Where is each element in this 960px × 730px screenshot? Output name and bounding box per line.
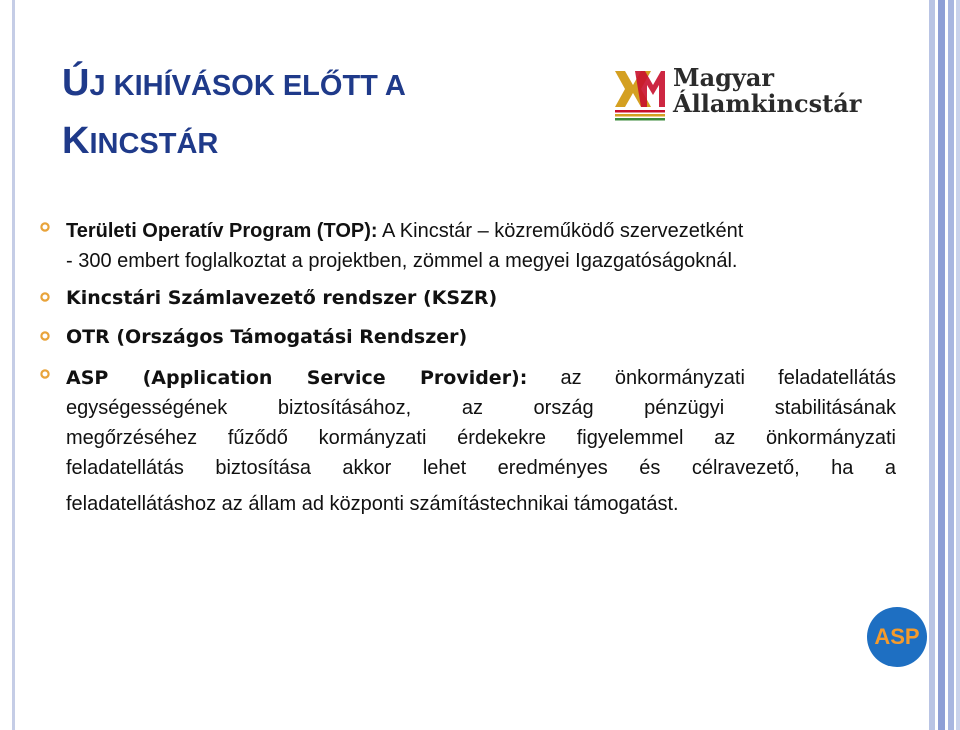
title-line-1: ÚJ KIHÍVÁSOK ELŐTT A (62, 62, 406, 104)
asp-badge-icon: ASP (867, 607, 927, 667)
title-line-2: KINCSTÁR (62, 120, 219, 162)
list-item-kszr: Kincstári Számlavezető rendszer (KSZR) (40, 286, 896, 310)
list-item-otr: OTR (Országos Támogatási Rendszer) (40, 325, 896, 349)
asp-line-4: feladatellátás biztosítása akkor lehet eredményes és célravezető, ha a (66, 457, 896, 479)
bullet-list (40, 216, 896, 519)
list-item-top: Területi Operatív Program (TOP): A Kincstár – közreműködő szervezetként - 300 embert foglalkoztat a projektben, zömmel a megyei Igazgatóságoknál. (40, 216, 896, 276)
asp-first-line: ASP (Application Service Provider): az önkormányzati feladatellátás (66, 367, 896, 389)
asp-line-3: megőrzéséhez fűződő kormányzati érdekekre figyelemmel az önkormányzati (66, 427, 896, 449)
ring-bullet-icon (40, 369, 50, 379)
ring-bullet-icon (40, 222, 50, 232)
right-decorative-stripes (926, 0, 960, 730)
ring-bullet-icon (40, 331, 50, 341)
asp-line-5: feladatellátáshoz az állam ad központi számítástechnikai támogatást. (66, 493, 679, 515)
slide-title (62, 58, 542, 174)
logo-wordmark: Magyar Államkincstár (673, 63, 862, 118)
magyar-allamkincstar-logo (613, 63, 862, 123)
logo-emblem-icon (613, 63, 665, 121)
asp-line-2: egységességének biztosításához, az ország pénzügyi stabilitásának (66, 397, 896, 419)
left-border-rule (12, 0, 15, 730)
list-item-asp (40, 363, 896, 519)
ring-bullet-icon (40, 292, 50, 302)
